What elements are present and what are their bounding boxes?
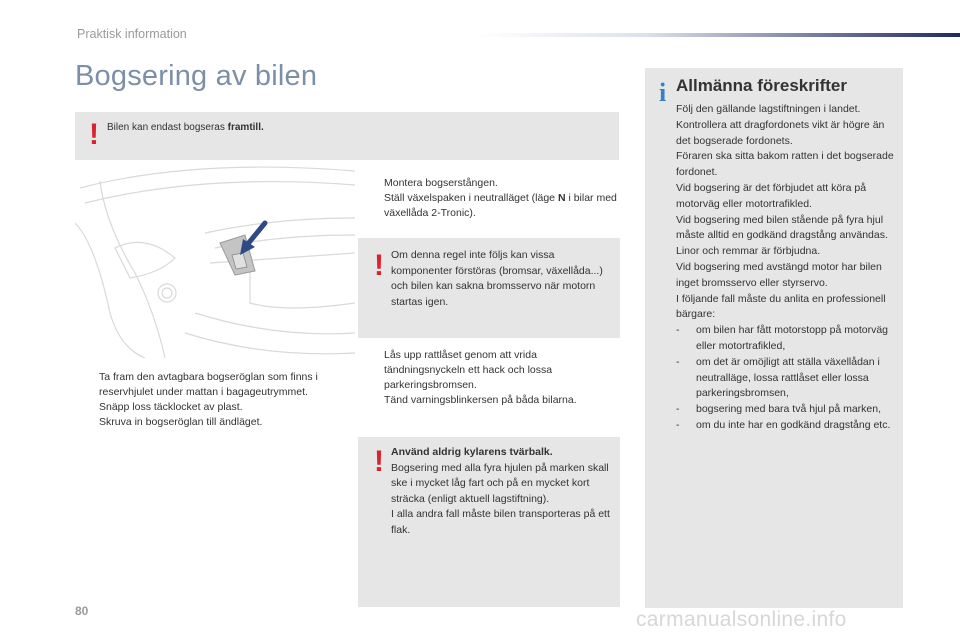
page-number: 80 — [75, 604, 89, 618]
list-item: - om bilen har fått motorstopp på motorväg eller motortrafikled, — [676, 324, 889, 352]
section-title: Praktisk information — [77, 27, 187, 41]
info-paragraph: Vid bogsering med avstängd motor har bilen inget bromsservo eller styrservo. — [676, 260, 882, 289]
info-paragraph: Vid bogsering med bilen stående på fyra hjul måste alltid en godkänd dragstång användas. Linor och remmar är förbjudna. — [676, 213, 888, 258]
engine-restart-warning — [358, 238, 620, 338]
info-panel-title: Allmänna föreskrifter — [676, 76, 847, 95]
list-item: Ställ växelspaken i neutralläget (läge N i bilar med växellåda 2-Tronic). — [384, 192, 617, 219]
list-item: Skruva in bogseröglan till ändläget. — [99, 416, 263, 428]
list-item: - bogsering med bara två hjul på marken, — [676, 402, 900, 418]
info-panel-body — [676, 102, 900, 434]
exclamation-icon: ! — [374, 445, 384, 478]
general-rules-panel — [645, 68, 903, 608]
list-item: Snäpp loss täcklocket av plast. — [99, 401, 243, 413]
list-item: Montera bogserstången. — [384, 177, 498, 189]
dash-icon: - — [676, 403, 680, 416]
header-rule — [478, 33, 960, 37]
warning-text — [391, 445, 613, 539]
warning-body-2: I alla andra fall måste bilen transporteras på ett flak. — [391, 508, 610, 536]
info-paragraph: Kontrollera att dragfordonets vikt är högre än det bogserade fordonets. — [676, 118, 885, 147]
front-bumper-illustration — [75, 163, 355, 358]
mid-steps-list-1 — [362, 176, 620, 221]
info-icon: i — [659, 78, 667, 107]
info-paragraph: Följ den gällande lagstiftningen i landet. — [676, 103, 861, 115]
mid-steps-list-2 — [362, 348, 620, 408]
info-paragraph: Vid bogsering är det förbjudet att köra på motorväg eller motortrafikled. — [676, 181, 867, 210]
list-item: - om det är omöjligt att ställa växellådan i neutralläge, lossa rattlåset eller lossa parkeringsbromsen, — [676, 355, 880, 400]
info-paragraph: Föraren ska sitta bakom ratten i det bogserade fordonet. — [676, 150, 894, 179]
info-paragraph: I följande fall måste du anlita en professionell bärgare: — [676, 292, 886, 321]
left-steps-list — [77, 370, 347, 430]
page-title: Bogsering av bilen — [75, 60, 318, 92]
list-item: Ta fram den avtagbara bogseröglan som finns i reservhjulet under mattan i bagageutrymmet. — [99, 371, 318, 398]
dash-icon: - — [676, 324, 680, 337]
watermark: carmanualsonline.info — [636, 608, 847, 631]
dash-icon: - — [676, 418, 680, 431]
warning-body: Bogsering med alla fyra hjulen på marken skall ske i mycket låg fart och på en mycket kort sträcka (enligt aktuell lagstiftning). — [391, 461, 609, 505]
list-item: Tänd varningsblinkersen på båda bilarna. — [384, 394, 577, 406]
warning-lead: Använd aldrig kylarens tvärbalk. — [391, 446, 553, 458]
warning-text: Om denna regel inte följs kan vissa komponenter förstöras (bromsar, växellåda...) och bilen kan sakna bromsservo när motorn startas igen. — [391, 249, 603, 308]
list-item: - om du inte har en godkänd dragstång etc. — [676, 418, 900, 434]
radiator-crossmember-warning — [358, 437, 620, 607]
warning-text: Bilen kan endast bogseras framtill. — [107, 122, 264, 133]
front-towing-warning — [75, 112, 619, 160]
dash-icon: - — [676, 355, 680, 368]
list-item: Lås upp rattlåset genom att vrida tändningsnyckeln ett hack och lossa parkeringsbromsen. — [384, 349, 553, 391]
exclamation-icon: ! — [374, 249, 384, 282]
exclamation-icon: ! — [89, 118, 99, 151]
